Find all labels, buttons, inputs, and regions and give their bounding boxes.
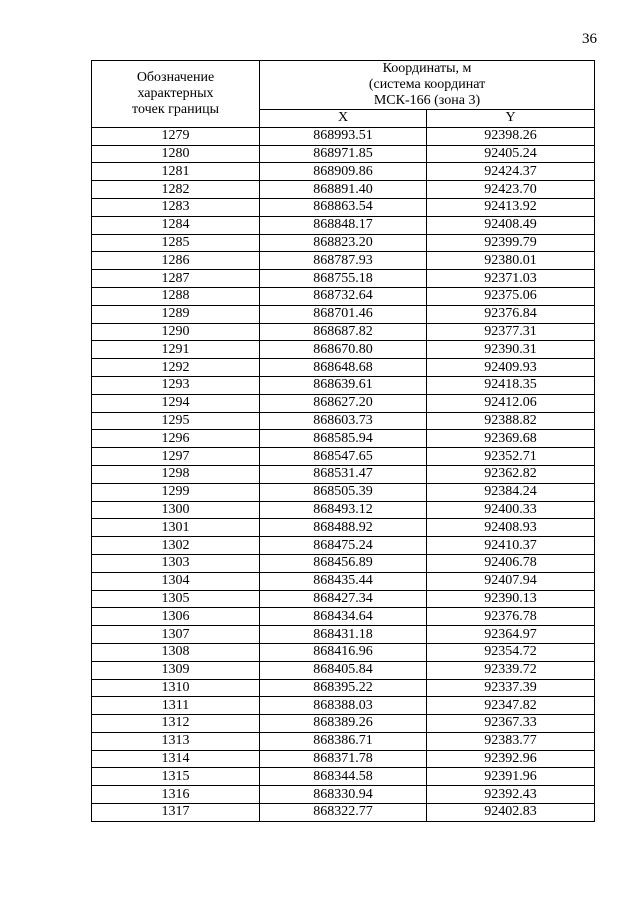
point-id-cell: 1293: [92, 376, 260, 394]
point-header-line: характерных: [137, 85, 214, 101]
y-coordinate-cell: 92337.39: [427, 679, 595, 697]
x-coordinate-cell: 868434.64: [260, 608, 427, 626]
y-coordinate-cell: 92339.72: [427, 661, 595, 679]
table-row: [92, 697, 595, 715]
x-coordinate-cell: 868431.18: [260, 626, 427, 644]
x-coordinate-cell: 868648.68: [260, 359, 427, 377]
y-coordinate-cell: 92392.43: [427, 786, 595, 804]
y-coordinate-cell: 92384.24: [427, 483, 595, 501]
table-row: [92, 323, 595, 341]
point-id-cell: 1298: [92, 465, 260, 483]
x-coordinate-cell: 868456.89: [260, 554, 427, 572]
x-coordinate-cell: 868863.54: [260, 198, 427, 216]
point-id-cell: 1305: [92, 590, 260, 608]
y-coordinate-cell: 92352.71: [427, 448, 595, 466]
y-coordinate-cell: 92364.97: [427, 626, 595, 644]
table-row: [92, 679, 595, 697]
point-id-cell: 1304: [92, 572, 260, 590]
x-coordinate-cell: 868971.85: [260, 145, 427, 163]
table-row: [92, 376, 595, 394]
point-id-cell: 1309: [92, 661, 260, 679]
x-coordinate-cell: 868687.82: [260, 323, 427, 341]
table-row: [92, 359, 595, 377]
point-designation-header: [92, 61, 260, 128]
x-coordinate-cell: 868891.40: [260, 181, 427, 199]
x-coordinate-cell: 868475.24: [260, 537, 427, 555]
coords-header-line: (система координат: [368, 77, 486, 92]
coordinates-group-header: [260, 61, 595, 110]
point-id-cell: 1296: [92, 430, 260, 448]
table-row: [92, 465, 595, 483]
table-row: [92, 341, 595, 359]
table-row: [92, 163, 595, 181]
x-coordinate-cell: 868627.20: [260, 394, 427, 412]
x-coordinate-cell: 868416.96: [260, 643, 427, 661]
table-row: [92, 252, 595, 270]
table-row: [92, 216, 595, 234]
table-row: [92, 448, 595, 466]
point-id-cell: 1308: [92, 643, 260, 661]
table-row: [92, 572, 595, 590]
table-row: [92, 750, 595, 768]
point-id-cell: 1311: [92, 697, 260, 715]
y-coordinate-cell: 92418.35: [427, 376, 595, 394]
y-coordinate-cell: 92375.06: [427, 287, 595, 305]
x-coordinate-cell: 868386.71: [260, 732, 427, 750]
table-row: [92, 804, 595, 822]
x-coordinate-cell: 868389.26: [260, 715, 427, 733]
point-id-cell: 1281: [92, 163, 260, 181]
point-id-cell: 1299: [92, 483, 260, 501]
y-coordinate-cell: 92347.82: [427, 697, 595, 715]
y-coordinate-cell: 92377.31: [427, 323, 595, 341]
x-coordinate-cell: 868371.78: [260, 750, 427, 768]
point-id-cell: 1317: [92, 804, 260, 822]
table-row: [92, 590, 595, 608]
point-id-cell: 1289: [92, 305, 260, 323]
x-coordinate-cell: 868330.94: [260, 786, 427, 804]
point-id-cell: 1283: [92, 198, 260, 216]
point-id-cell: 1297: [92, 448, 260, 466]
point-id-cell: 1300: [92, 501, 260, 519]
table-row: [92, 537, 595, 555]
table-row: [92, 519, 595, 537]
y-coordinate-cell: 92376.78: [427, 608, 595, 626]
x-coordinate-cell: 868405.84: [260, 661, 427, 679]
y-coordinate-cell: 92407.94: [427, 572, 595, 590]
point-id-cell: 1306: [92, 608, 260, 626]
table-row: [92, 768, 595, 786]
point-id-cell: 1285: [92, 234, 260, 252]
table-row: [92, 234, 595, 252]
table-row: [92, 626, 595, 644]
x-coordinate-cell: 868435.44: [260, 572, 427, 590]
point-id-cell: 1294: [92, 394, 260, 412]
point-id-cell: 1303: [92, 554, 260, 572]
point-id-cell: 1282: [92, 181, 260, 199]
table-row: [92, 430, 595, 448]
y-coordinate-cell: 92371.03: [427, 270, 595, 288]
y-coordinate-cell: 92390.13: [427, 590, 595, 608]
point-id-cell: 1315: [92, 768, 260, 786]
y-coordinate-cell: 92402.83: [427, 804, 595, 822]
y-coordinate-cell: 92399.79: [427, 234, 595, 252]
y-coordinate-cell: 92383.77: [427, 732, 595, 750]
point-id-cell: 1301: [92, 519, 260, 537]
point-id-cell: 1284: [92, 216, 260, 234]
point-id-cell: 1286: [92, 252, 260, 270]
y-coordinate-cell: 92376.84: [427, 305, 595, 323]
point-id-cell: 1288: [92, 287, 260, 305]
y-coordinate-cell: 92390.31: [427, 341, 595, 359]
table-row: [92, 181, 595, 199]
y-coordinate-cell: 92410.37: [427, 537, 595, 555]
y-coordinate-cell: 92362.82: [427, 465, 595, 483]
table-row: [92, 198, 595, 216]
point-id-cell: 1313: [92, 732, 260, 750]
x-coordinate-cell: 868755.18: [260, 270, 427, 288]
table-body: [92, 127, 595, 821]
x-column-header: X: [260, 110, 427, 128]
point-id-cell: 1291: [92, 341, 260, 359]
table-row: [92, 127, 595, 145]
x-coordinate-cell: 868322.77: [260, 804, 427, 822]
table-header: [92, 61, 595, 128]
point-id-cell: 1314: [92, 750, 260, 768]
y-coordinate-cell: 92392.96: [427, 750, 595, 768]
x-coordinate-cell: 868547.65: [260, 448, 427, 466]
x-coordinate-cell: 868993.51: [260, 127, 427, 145]
x-coordinate-cell: 868531.47: [260, 465, 427, 483]
x-coordinate-cell: 868505.39: [260, 483, 427, 501]
point-header-line: Обозначение: [136, 69, 215, 85]
y-coordinate-cell: 92423.70: [427, 181, 595, 199]
point-id-cell: 1295: [92, 412, 260, 430]
y-coordinate-cell: 92354.72: [427, 643, 595, 661]
table-row: [92, 643, 595, 661]
point-id-cell: 1290: [92, 323, 260, 341]
y-coordinate-cell: 92398.26: [427, 127, 595, 145]
point-id-cell: 1316: [92, 786, 260, 804]
table-row: [92, 483, 595, 501]
point-id-cell: 1287: [92, 270, 260, 288]
x-coordinate-cell: 868603.73: [260, 412, 427, 430]
table-row: [92, 145, 595, 163]
coordinates-table: [91, 60, 595, 822]
x-coordinate-cell: 868732.64: [260, 287, 427, 305]
table-row: [92, 732, 595, 750]
x-coordinate-cell: 868909.86: [260, 163, 427, 181]
y-coordinate-cell: 92406.78: [427, 554, 595, 572]
y-coordinate-cell: 92409.93: [427, 359, 595, 377]
table-row: [92, 394, 595, 412]
x-coordinate-cell: 868395.22: [260, 679, 427, 697]
point-id-cell: 1302: [92, 537, 260, 555]
page-number: 36: [582, 31, 597, 47]
y-coordinate-cell: 92424.37: [427, 163, 595, 181]
y-coordinate-cell: 92412.06: [427, 394, 595, 412]
coords-header-line: МСК-166 (зона 3): [373, 93, 481, 108]
y-coordinate-cell: 92408.93: [427, 519, 595, 537]
x-coordinate-cell: 868823.20: [260, 234, 427, 252]
table-row: [92, 270, 595, 288]
x-coordinate-cell: 868493.12: [260, 501, 427, 519]
x-coordinate-cell: 868427.34: [260, 590, 427, 608]
table-row: [92, 786, 595, 804]
point-id-cell: 1292: [92, 359, 260, 377]
table-row: [92, 661, 595, 679]
table-row: [92, 501, 595, 519]
point-id-cell: 1312: [92, 715, 260, 733]
point-id-cell: 1310: [92, 679, 260, 697]
coords-header-line: Координаты, м: [382, 61, 472, 76]
y-coordinate-cell: 92380.01: [427, 252, 595, 270]
y-coordinate-cell: 92400.33: [427, 501, 595, 519]
y-coordinate-cell: 92369.68: [427, 430, 595, 448]
y-coordinate-cell: 92388.82: [427, 412, 595, 430]
table-row: [92, 554, 595, 572]
point-id-cell: 1279: [92, 127, 260, 145]
x-coordinate-cell: 868670.80: [260, 341, 427, 359]
y-coordinate-cell: 92391.96: [427, 768, 595, 786]
y-coordinate-cell: 92408.49: [427, 216, 595, 234]
table-row: [92, 715, 595, 733]
x-coordinate-cell: 868639.61: [260, 376, 427, 394]
x-coordinate-cell: 868388.03: [260, 697, 427, 715]
table-row: [92, 412, 595, 430]
point-header-line: точек границы: [132, 101, 219, 117]
y-coordinate-cell: 92405.24: [427, 145, 595, 163]
x-coordinate-cell: 868585.94: [260, 430, 427, 448]
x-coordinate-cell: 868344.58: [260, 768, 427, 786]
x-coordinate-cell: 868488.92: [260, 519, 427, 537]
y-coordinate-cell: 92413.92: [427, 198, 595, 216]
x-coordinate-cell: 868787.93: [260, 252, 427, 270]
point-id-cell: 1280: [92, 145, 260, 163]
x-coordinate-cell: 868848.17: [260, 216, 427, 234]
y-coordinate-cell: 92367.33: [427, 715, 595, 733]
y-column-header: Y: [427, 110, 595, 128]
point-id-cell: 1307: [92, 626, 260, 644]
table-row: [92, 608, 595, 626]
table-row: [92, 305, 595, 323]
header-row-top: [92, 61, 595, 110]
table-row: [92, 287, 595, 305]
x-coordinate-cell: 868701.46: [260, 305, 427, 323]
